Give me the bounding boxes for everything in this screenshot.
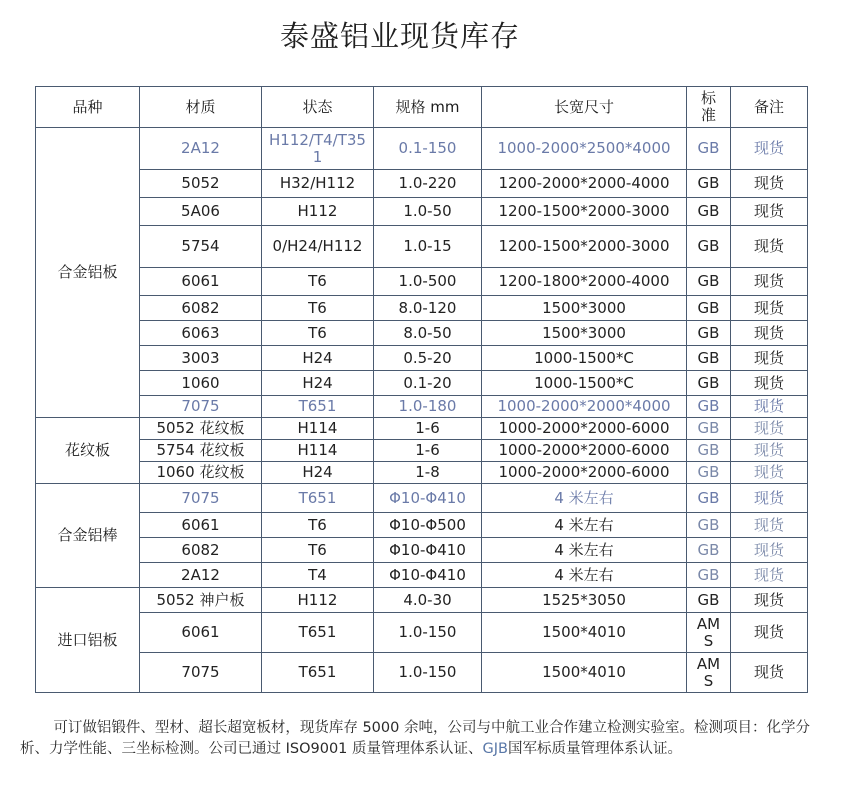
category-cell: 合金铝棒 bbox=[36, 484, 140, 588]
material-cell: 6082 bbox=[140, 538, 262, 563]
table-row bbox=[36, 268, 808, 296]
material-cell: 2A12 bbox=[140, 563, 262, 588]
header-remark: 备注 bbox=[731, 87, 808, 128]
standard-cell: GB bbox=[687, 226, 731, 268]
material-cell: 5052 花纹板 bbox=[140, 418, 262, 440]
table-row bbox=[36, 396, 808, 418]
standard-cell: GB bbox=[687, 296, 731, 321]
temper-cell: H112 bbox=[262, 198, 374, 226]
material-cell: 5754 花纹板 bbox=[140, 440, 262, 462]
footnote-end: 国军标质量管理体系认证。 bbox=[507, 741, 682, 757]
material-cell: 5754 bbox=[140, 226, 262, 268]
dimensions-cell: 1500*4010 bbox=[482, 613, 687, 653]
table-row bbox=[36, 613, 808, 653]
standard-cell: GB bbox=[687, 371, 731, 396]
spec-cell: 1.0-150 bbox=[374, 653, 482, 693]
spec-cell: 8.0-50 bbox=[374, 321, 482, 346]
spec-cell: 1.0-150 bbox=[374, 613, 482, 653]
footnote-gjb: GJB bbox=[482, 741, 508, 757]
spec-cell: 0.1-20 bbox=[374, 371, 482, 396]
material-cell: 6082 bbox=[140, 296, 262, 321]
material-cell: 6061 bbox=[140, 613, 262, 653]
dimensions-cell: 1200-1800*2000-4000 bbox=[482, 268, 687, 296]
material-cell: 7075 bbox=[140, 653, 262, 693]
table-row bbox=[36, 462, 808, 484]
material-cell: 5052 bbox=[140, 170, 262, 198]
header-temper: 状态 bbox=[262, 87, 374, 128]
table-row bbox=[36, 371, 808, 396]
footnote-main: 可订做铝锻件、型材、超长超宽板材，现货库存 5000 余吨，公司与中航工业合作建立检测实验室。检测项目：化学分析、力学性能、三坐标检测。公司已通过 ISO9001 质量管理体系认证、 bbox=[20, 720, 810, 757]
table-row bbox=[36, 440, 808, 462]
spec-cell: 1.0-180 bbox=[374, 396, 482, 418]
spec-cell: 0.5-20 bbox=[374, 346, 482, 371]
standard-cell: GB bbox=[687, 440, 731, 462]
dimensions-cell: 1000-2000*2000-6000 bbox=[482, 418, 687, 440]
spec-cell: Φ10-Φ410 bbox=[374, 484, 482, 513]
standard-cell: GB bbox=[687, 563, 731, 588]
material-cell: 3003 bbox=[140, 346, 262, 371]
dimensions-cell: 1200-1500*2000-3000 bbox=[482, 198, 687, 226]
dimensions-cell: 1000-1500*C bbox=[482, 346, 687, 371]
header-row bbox=[36, 87, 808, 128]
dimensions-cell: 1000-2000*2000-6000 bbox=[482, 440, 687, 462]
spec-cell: 1-8 bbox=[374, 462, 482, 484]
table-row bbox=[36, 170, 808, 198]
table-row bbox=[36, 538, 808, 563]
spec-cell: 1.0-15 bbox=[374, 226, 482, 268]
standard-cell: GB bbox=[687, 462, 731, 484]
standard-cell: GB bbox=[687, 588, 731, 613]
remark-cell: 现货 bbox=[731, 513, 808, 538]
table-body bbox=[36, 128, 808, 693]
remark-cell: 现货 bbox=[731, 296, 808, 321]
table-row bbox=[36, 296, 808, 321]
remark-cell: 现货 bbox=[731, 484, 808, 513]
spec-cell: 1.0-50 bbox=[374, 198, 482, 226]
category-cell: 进口铝板 bbox=[36, 588, 140, 693]
remark-cell: 现货 bbox=[731, 128, 808, 170]
header-spec: 规格 mm bbox=[374, 87, 482, 128]
header-material: 材质 bbox=[140, 87, 262, 128]
dimensions-cell: 4 米左右 bbox=[482, 484, 687, 513]
material-cell: 6063 bbox=[140, 321, 262, 346]
temper-cell: T6 bbox=[262, 296, 374, 321]
remark-cell: 现货 bbox=[731, 371, 808, 396]
remark-cell: 现货 bbox=[731, 563, 808, 588]
temper-cell: T6 bbox=[262, 538, 374, 563]
temper-cell: T651 bbox=[262, 396, 374, 418]
header-standard: 标 准 bbox=[687, 87, 731, 128]
temper-cell: T6 bbox=[262, 268, 374, 296]
remark-cell: 现货 bbox=[731, 588, 808, 613]
dimensions-cell: 1200-1500*2000-3000 bbox=[482, 226, 687, 268]
standard-cell: AMS bbox=[687, 613, 731, 653]
spec-cell: Φ10-Φ410 bbox=[374, 563, 482, 588]
remark-cell: 现货 bbox=[731, 418, 808, 440]
dimensions-cell: 1000-2000*2000-6000 bbox=[482, 462, 687, 484]
spec-cell: Φ10-Φ410 bbox=[374, 538, 482, 563]
standard-cell: GB bbox=[687, 128, 731, 170]
remark-cell: 现货 bbox=[731, 321, 808, 346]
remark-cell: 现货 bbox=[731, 268, 808, 296]
material-cell: 7075 bbox=[140, 396, 262, 418]
temper-cell: H24 bbox=[262, 346, 374, 371]
temper-cell: T651 bbox=[262, 613, 374, 653]
page-title: 泰盛铝业现货库存 bbox=[279, 19, 520, 53]
dimensions-cell: 1000-2000*2500*4000 bbox=[482, 128, 687, 170]
remark-cell: 现货 bbox=[731, 396, 808, 418]
standard-cell: GB bbox=[687, 538, 731, 563]
dimensions-cell: 1000-1500*C bbox=[482, 371, 687, 396]
dimensions-cell: 4 米左右 bbox=[482, 563, 687, 588]
spec-cell: 1.0-220 bbox=[374, 170, 482, 198]
footnote bbox=[20, 718, 830, 760]
header-variety: 品种 bbox=[36, 87, 140, 128]
standard-cell: GB bbox=[687, 198, 731, 226]
table-row bbox=[36, 128, 808, 170]
table-row bbox=[36, 513, 808, 538]
spec-cell: 4.0-30 bbox=[374, 588, 482, 613]
spec-cell: Φ10-Φ500 bbox=[374, 513, 482, 538]
temper-cell: T4 bbox=[262, 563, 374, 588]
temper-cell: H24 bbox=[262, 371, 374, 396]
remark-cell: 现货 bbox=[731, 613, 808, 653]
dimensions-cell: 1500*4010 bbox=[482, 653, 687, 693]
material-cell: 7075 bbox=[140, 484, 262, 513]
table-row bbox=[36, 653, 808, 693]
dimensions-cell: 4 米左右 bbox=[482, 538, 687, 563]
spec-cell: 0.1-150 bbox=[374, 128, 482, 170]
category-cell: 合金铝板 bbox=[36, 128, 140, 418]
material-cell: 6061 bbox=[140, 513, 262, 538]
table-row bbox=[36, 321, 808, 346]
spec-cell: 1.0-500 bbox=[374, 268, 482, 296]
temper-cell: H114 bbox=[262, 440, 374, 462]
dimensions-cell: 1525*3050 bbox=[482, 588, 687, 613]
temper-cell: H112/T4/T351 bbox=[262, 128, 374, 170]
temper-cell: T6 bbox=[262, 513, 374, 538]
standard-cell: GB bbox=[687, 513, 731, 538]
remark-cell: 现货 bbox=[731, 538, 808, 563]
category-cell: 花纹板 bbox=[36, 418, 140, 484]
temper-cell: T6 bbox=[262, 321, 374, 346]
temper-cell: T651 bbox=[262, 484, 374, 513]
remark-cell: 现货 bbox=[731, 462, 808, 484]
material-cell: 1060 bbox=[140, 371, 262, 396]
material-cell: 2A12 bbox=[140, 128, 262, 170]
dimensions-cell: 4 米左右 bbox=[482, 513, 687, 538]
remark-cell: 现货 bbox=[731, 346, 808, 371]
standard-cell: GB bbox=[687, 346, 731, 371]
material-cell: 6061 bbox=[140, 268, 262, 296]
standard-cell: GB bbox=[687, 418, 731, 440]
temper-cell: H114 bbox=[262, 418, 374, 440]
dimensions-cell: 1500*3000 bbox=[482, 296, 687, 321]
temper-cell: H24 bbox=[262, 462, 374, 484]
table-row bbox=[36, 198, 808, 226]
temper-cell: H32/H112 bbox=[262, 170, 374, 198]
standard-cell: GB bbox=[687, 484, 731, 513]
remark-cell: 现货 bbox=[731, 440, 808, 462]
spec-cell: 8.0-120 bbox=[374, 296, 482, 321]
remark-cell: 现货 bbox=[731, 653, 808, 693]
temper-cell: T651 bbox=[262, 653, 374, 693]
standard-cell: AMS bbox=[687, 653, 731, 693]
spec-cell: 1-6 bbox=[374, 418, 482, 440]
standard-cell: GB bbox=[687, 396, 731, 418]
inventory-table bbox=[35, 86, 808, 693]
temper-cell: 0/H24/H112 bbox=[262, 226, 374, 268]
dimensions-cell: 1000-2000*2000*4000 bbox=[482, 396, 687, 418]
table-row bbox=[36, 484, 808, 513]
remark-cell: 现货 bbox=[731, 170, 808, 198]
standard-cell: GB bbox=[687, 170, 731, 198]
table-row bbox=[36, 563, 808, 588]
material-cell: 5A06 bbox=[140, 198, 262, 226]
remark-cell: 现货 bbox=[731, 226, 808, 268]
table-row bbox=[36, 418, 808, 440]
material-cell: 1060 花纹板 bbox=[140, 462, 262, 484]
dimensions-cell: 1200-2000*2000-4000 bbox=[482, 170, 687, 198]
table-row bbox=[36, 588, 808, 613]
remark-cell: 现货 bbox=[731, 198, 808, 226]
spec-cell: 1-6 bbox=[374, 440, 482, 462]
table-row bbox=[36, 346, 808, 371]
standard-cell: GB bbox=[687, 268, 731, 296]
dimensions-cell: 1500*3000 bbox=[482, 321, 687, 346]
table-row bbox=[36, 226, 808, 268]
material-cell: 5052 神户板 bbox=[140, 588, 262, 613]
temper-cell: H112 bbox=[262, 588, 374, 613]
standard-cell: GB bbox=[687, 321, 731, 346]
header-dimensions: 长宽尺寸 bbox=[482, 87, 687, 128]
